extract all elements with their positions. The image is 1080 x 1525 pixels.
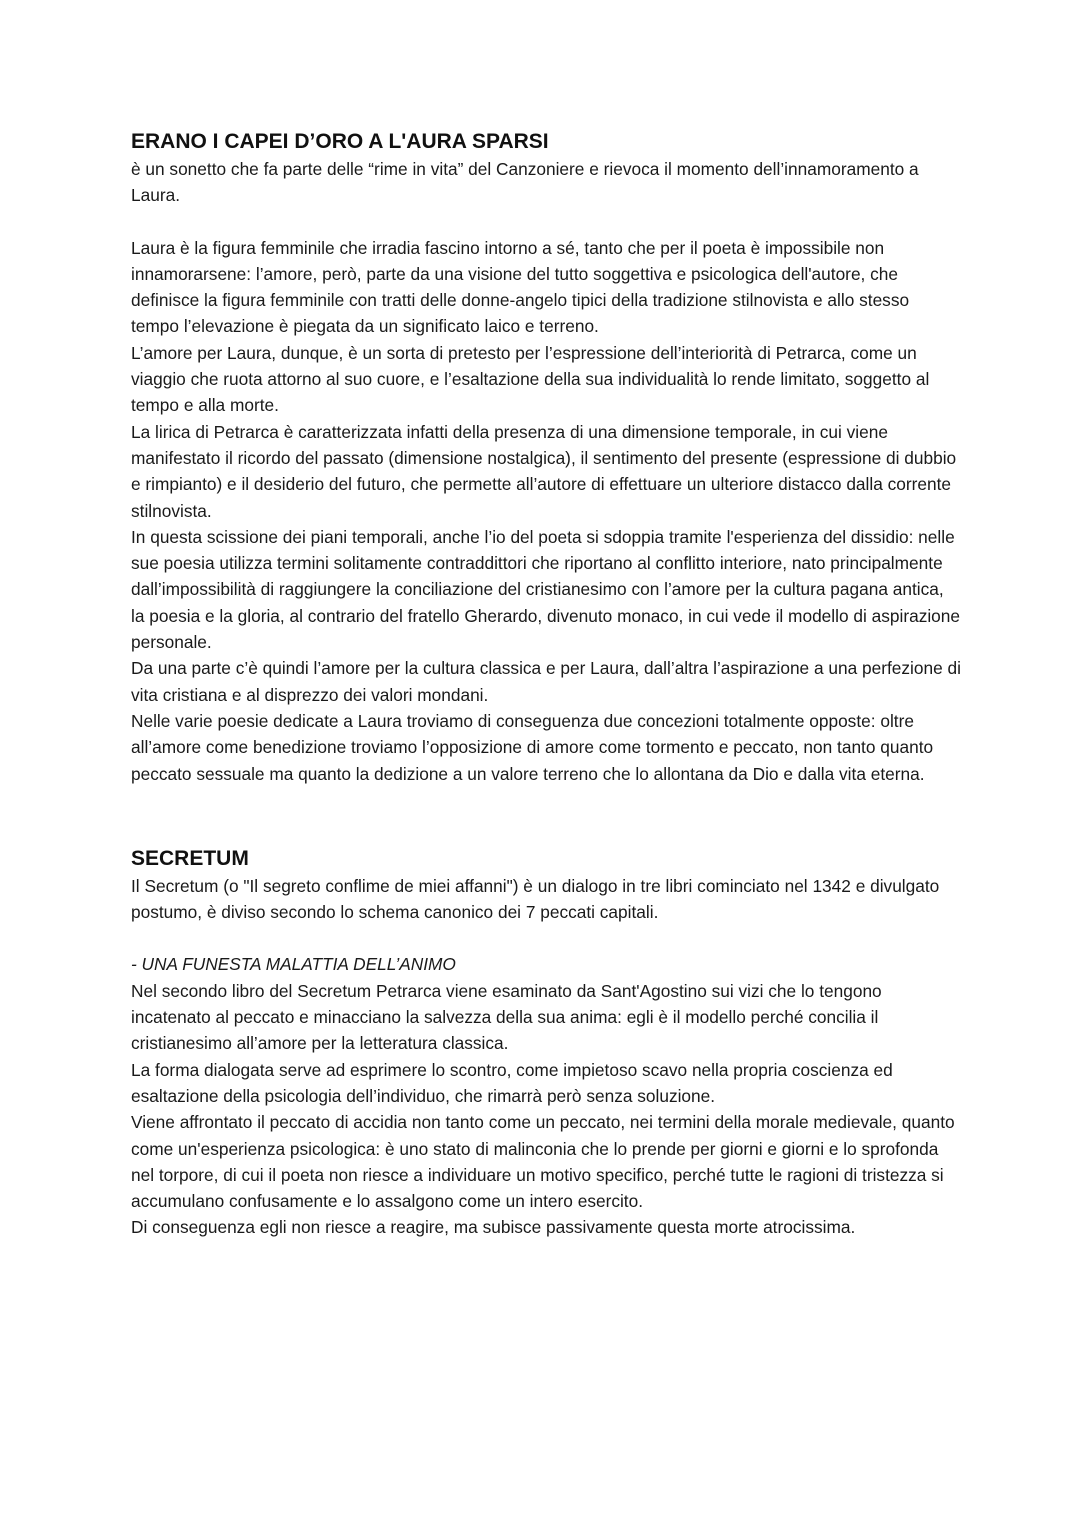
paragraph: Da una parte c’è quindi l’amore per la cultura classica e per Laura, dall’altra l’aspirazione a una perfezione di vita cristiana e al disprezzo dei valori mondani.	[131, 658, 961, 705]
paragraph: Nel secondo libro del Secretum Petrarca viene esaminato da Sant'Agostino sui vizi che lo tengono incatenato al peccato e minacciano la salvezza della sua anima: egli è il modello perché concilia il cristianesimo all’amore per la letteratura classica.	[131, 980, 882, 1054]
paragraph: Nelle varie poesie dedicate a Laura troviamo di conseguenza due concezioni totalmente opposte: oltre all’amore come benedizione troviamo l’opposizione di amore come tormento e peccato, non tanto quanto peccato sessuale ma quanto la dedizione a un valore terreno che lo allontana da Dio e dalla vita eterna.	[131, 710, 934, 784]
section-intro-erano: è un sonetto che fa parte delle “rime in vita” del Canzoniere e rievoca il momento dell’innamoramento a Laura.	[131, 159, 919, 206]
paragraph: Di conseguenza egli non riesce a reagire, ma subisce passivamente questa morte atrocissima.	[131, 1217, 856, 1238]
section-title-secretum: SECRETUM	[131, 846, 249, 870]
paragraph: La lirica di Petrarca è caratterizzata infatti della presenza di una dimensione temporale, in cui viene manifestato il ricordo del passato (dimensione nostalgica), il sentimento del presente (espressione di dubbio e rimpianto) e il desiderio del futuro, che permette all’autore di effettuare un ulteriore distacco dalla corrente stilnovista.	[131, 421, 957, 521]
paragraph: L’amore per Laura, dunque, è un sorta di pretesto per l’espressione dell’interiorità di Petrarca, come un viaggio che ruota attorno al suo cuore, e l’esaltazione della sua individualità lo rende limitato, soggetto al tempo e alla morte.	[131, 342, 930, 416]
subheading-malattia: - UNA FUNESTA MALATTIA DELL’ANIMO	[131, 954, 456, 975]
paragraph: Laura è la figura femminile che irradia fascino intorno a sé, tanto che per il poeta è impossibile non innamorarsene: l’amore, però, parte da una visione del tutto soggettiva e psicologica dell'autore, che definisce la figura femminile con tratti delle donne-angelo tipici della tradizione stilnovista e allo stesso tempo l’elevazione è piegata da un significato laico e terreno.	[131, 237, 910, 337]
paragraph-spacer	[131, 925, 961, 951]
section-intro-secretum: Il Secretum (o "Il segreto conflime de miei affanni") è un dialogo in tre libri cominciato nel 1342 e divulgato postumo, è diviso secondo lo schema canonico dei 7 peccati capitali.	[131, 875, 940, 923]
paragraph: Viene affrontato il peccato di accidia non tanto come un peccato, nei termini della morale medievale, quanto come un'esperienza psicologica: è uno stato di malinconia che lo prende per giorni e giorni e lo sprofonda nel torpore, di cui il poeta non riesce a individuare un motivo specifico, perché tutte le ragioni di tristezza si accumulano confusamente e lo assalgono come un intero esercito.	[131, 1112, 955, 1212]
paragraph: La forma dialogata serve ad esprimere lo scontro, come impietoso scavo nella propria coscienza ed esaltazione della psicologia dell’individuo, che rimarrà però senza soluzione.	[131, 1059, 893, 1106]
section-spacer	[131, 787, 961, 845]
paragraph-spacer	[131, 209, 961, 235]
paragraph: In questa scissione dei piani temporali, anche l’io del poeta si sdoppia tramite l'esperienza del dissidio: nelle sue poesia utilizza termini solitamente contraddittori che riportano al conflitto interiore, nato principalmente dall’impossibilità di raggiungere la conciliazione del cristianesimo con l’amore per la cultura pagana antica, la poesia e la gloria, al contrario del fratello Gherardo, divenuto monaco, in cui vede il modello di aspirazione personale.	[131, 526, 961, 653]
section-title-erano: ERANO I CAPEI D’ORO A L'AURA SPARSI	[131, 130, 549, 153]
document-page	[131, 128, 961, 1241]
